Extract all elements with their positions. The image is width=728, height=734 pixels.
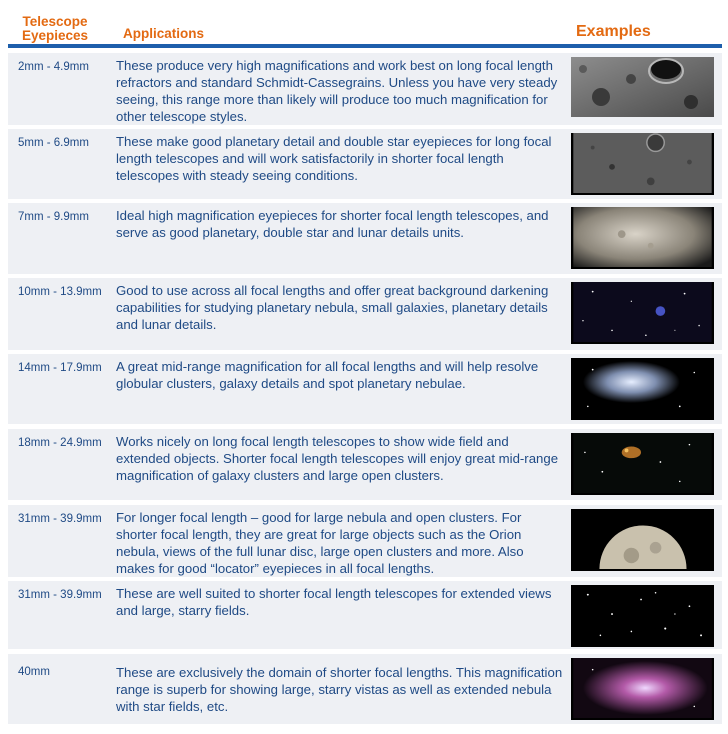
application-text: These are well suited to shorter focal length telescopes for extended views and large, starry fields. [116, 586, 552, 618]
eyepiece-range: 7mm - 9.9mm [18, 211, 89, 223]
eyepiece-range: 10mm - 13.9mm [18, 286, 102, 298]
table-header [0, 0, 728, 50]
table-row [8, 429, 722, 500]
application-text: A great mid-range magnification for all focal lengths and will help resolve globular clusters, galaxy details and spot planetary nebulae. [116, 359, 539, 391]
application-text: For longer focal length – good for large nebula and open clusters. For shorter focal length, they are great for large objects such as the Orion nebula, views of the full lunar disc, large open clusters and more. Also makes for good “locator” eyepieces in all focal lengths. [116, 510, 524, 576]
table-row [8, 129, 722, 199]
application-text: Good to use across all focal lengths and offer great background darkening capabilities for studying planetary nebula, small galaxies, planetary details and lunar details. [116, 283, 549, 332]
column-header-eyepieces [19, 15, 91, 43]
table-row [8, 581, 722, 649]
header-divider [8, 44, 722, 48]
application-text: Works nicely on long focal length telescopes to show wide field and extended objects. Shorter focal length telescopes will enjoy great mid-range magnification of galaxy clusters and large open clusters. [116, 434, 559, 483]
example-image-full-moon [571, 509, 714, 571]
application-text: These make good planetary detail and double star eyepieces for long focal length telescopes and will work satisfactorily in shorter focal length telescopes with steady seeing conditions. [116, 134, 552, 183]
example-image-orion-nebula [571, 658, 714, 720]
column-header-applications: Applications [123, 26, 205, 41]
example-image-lunar-crater [571, 57, 714, 117]
eyepiece-range: 31mm - 39.9mm [18, 589, 102, 601]
table-row [8, 354, 722, 424]
application-text: These are exclusively the domain of shorter focal lengths. This magnification range is superb for showing large, starry vistas as well as extended nebula with star fields, etc. [116, 665, 563, 714]
example-image-open-cluster [571, 433, 714, 495]
application-text: Ideal high magnification eyepieces for shorter focal length telescopes, and serve as good planetary, double star and lunar details units. [116, 208, 549, 240]
column-header-examples: Examples [576, 23, 651, 40]
table-row [8, 278, 722, 350]
example-image-globular-cluster [571, 358, 714, 420]
eyepiece-range: 18mm - 24.9mm [18, 437, 102, 449]
example-image-starry-field [571, 585, 714, 647]
application-text: These produce very high magnifications and work best on long focal length refractors and standard Schmidt-Cassegrains. Unless you have very steady seeing, this range more than likely will produce too much magnification for other telescope styles. [116, 58, 558, 124]
eyepiece-range: 31mm - 39.9mm [18, 513, 102, 525]
example-image-lunar-detail [571, 207, 714, 269]
table-row [8, 53, 722, 125]
eyepiece-range: 5mm - 6.9mm [18, 137, 89, 149]
eyepiece-range: 2mm - 4.9mm [18, 61, 89, 73]
eyepiece-range: 40mm [18, 666, 50, 678]
eyepieces-header-line2: Eyepieces [21, 28, 89, 43]
table-row [8, 203, 722, 274]
eyepiece-range: 14mm - 17.9mm [18, 362, 102, 374]
eyepieces-header-line1: Telescope [22, 14, 88, 29]
table-row [8, 654, 722, 724]
example-image-planetary-nebula [571, 282, 714, 344]
table-row [8, 505, 722, 577]
example-image-lunar-surface [571, 133, 714, 195]
